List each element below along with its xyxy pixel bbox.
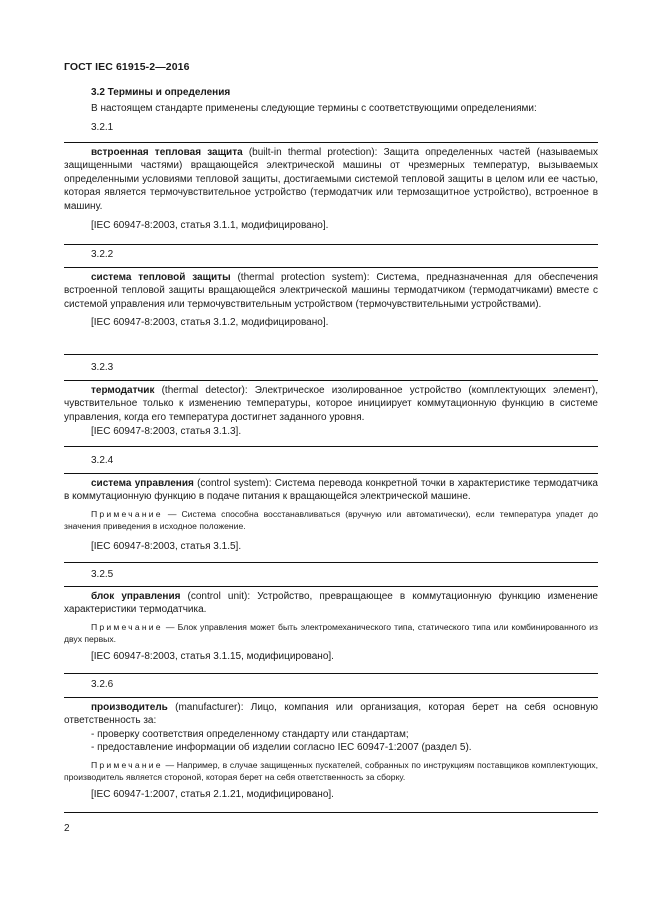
term-reference: [IEC 60947-8:2003, статья 3.1.2, модифицировано]. — [91, 317, 329, 329]
note-text: — Блок управления может быть электромеханического типа, статического типа или комбинированного из двух первых. — [64, 621, 598, 645]
term-reference: [IEC 60947-8:2003, статья 3.1.1, модифицировано]. — [91, 220, 329, 232]
term-definition — [64, 146, 598, 213]
term-note — [64, 759, 598, 784]
term-number-4: 3.2.4 — [91, 455, 114, 466]
term-definition-text: (thermal protection system): Система, предназначенная для обеспечения встроенной тепловой защиты вращающейся электрической машины термодатчиком (термодатчиками) вместе с системой управления или термочувствительным устройством (термочувствительными устройствами). — [64, 272, 599, 310]
note-text: — Например, в случае защищенных пускателей, собранных по инструкциям поставщиков комплектующих, производитель является стороной, которая берет на себя ответственность за сборку. — [64, 759, 598, 783]
term-box-5 — [64, 586, 598, 674]
term-definition-text: (control unit): Устройство, превращающее в коммутационную функцию изменение характеристики термодатчика. — [64, 591, 598, 616]
term-box-1 — [64, 142, 598, 245]
term-note — [64, 621, 598, 646]
term-box-3 — [64, 380, 598, 447]
term-number-2: 3.2.2 — [91, 249, 114, 260]
note-text: — Система способна восстанавливаться (вручную или автоматически), если температура упадет до значения приведения в исходное положение. — [64, 508, 598, 532]
term-number-5: 3.2.5 — [91, 569, 114, 580]
term-reference: [IEC 60947-1:2007, статья 2.1.21, модифицировано]. — [91, 788, 334, 800]
term-name: блок управления — [91, 591, 181, 602]
term-reference: [IEC 60947-8:2003, статья 3.1.3]. — [91, 426, 242, 438]
list-item: - предоставление информации об изделии согласно IEC 60947-1:2007 (раздел 5). — [91, 742, 472, 754]
term-number-3: 3.2.3 — [91, 362, 114, 373]
term-name: система тепловой защиты — [91, 272, 231, 283]
term-name: встроенная тепловая защита — [91, 147, 243, 158]
term-reference: [IEC 60947-8:2003, статья 3.1.5]. — [91, 540, 242, 552]
term-definition-text: (control system): Система перевода конкретной точки в характеристике термодатчика в коммутационную функцию в подаче питания к вращающейся электрической машине. — [64, 478, 598, 503]
note-label: Примечание — [91, 508, 163, 519]
term-note — [64, 508, 598, 533]
term-definition-text: (manufacturer): Лицо, компания или организация, которая берет на себя основную ответственность за: — [64, 702, 598, 727]
note-label: Примечание — [91, 759, 163, 770]
term-definition — [64, 701, 598, 728]
term-name: система управления — [91, 478, 194, 489]
section-intro: В настоящем стандарте применены следующие термины с соответствующими определениями: — [91, 103, 537, 114]
section-title: 3.2 Термины и определения — [91, 87, 231, 98]
term-definition — [64, 384, 598, 424]
page-number: 2 — [64, 823, 70, 834]
term-definition-text: (thermal detector): Электрическое изолированное устройство (комплектующих элемент), чувствительное только к изменению температуры, которое инициирует коммутационную функцию в системе управления, когда его температура достигнет заданного уровня. — [64, 385, 598, 423]
term-definition — [64, 477, 598, 504]
term-number-1: 3.2.1 — [91, 122, 114, 133]
term-box-4 — [64, 473, 598, 563]
term-name: производитель — [91, 702, 168, 713]
term-reference: [IEC 60947-8:2003, статья 3.1.15, модифицировано]. — [91, 650, 334, 662]
term-definition — [64, 590, 598, 617]
term-box-6 — [64, 697, 598, 813]
term-definition-text: (built-in thermal protection): Защита определенных частей (называемых защищенными частями) вращающейся электрической машины от чрезмерных температур, вызываемых определенными условиями тепловой защиты, достигаемыми системой тепловой защиты в целом или ее частью, которая является термочувствительное устройство (термодатчик или термозащитное устройство), встроенное в машину. — [64, 147, 598, 212]
term-definition — [64, 271, 598, 311]
document-header: ГОСТ IEC 61915-2—2016 — [64, 61, 190, 73]
term-number-6: 3.2.6 — [91, 679, 114, 690]
term-name: термодатчик — [91, 385, 155, 396]
list-item: - проверку соответствия определенному стандарту или стандартам; — [91, 728, 409, 740]
note-label: Примечание — [91, 621, 163, 632]
term-box-2 — [64, 267, 598, 355]
